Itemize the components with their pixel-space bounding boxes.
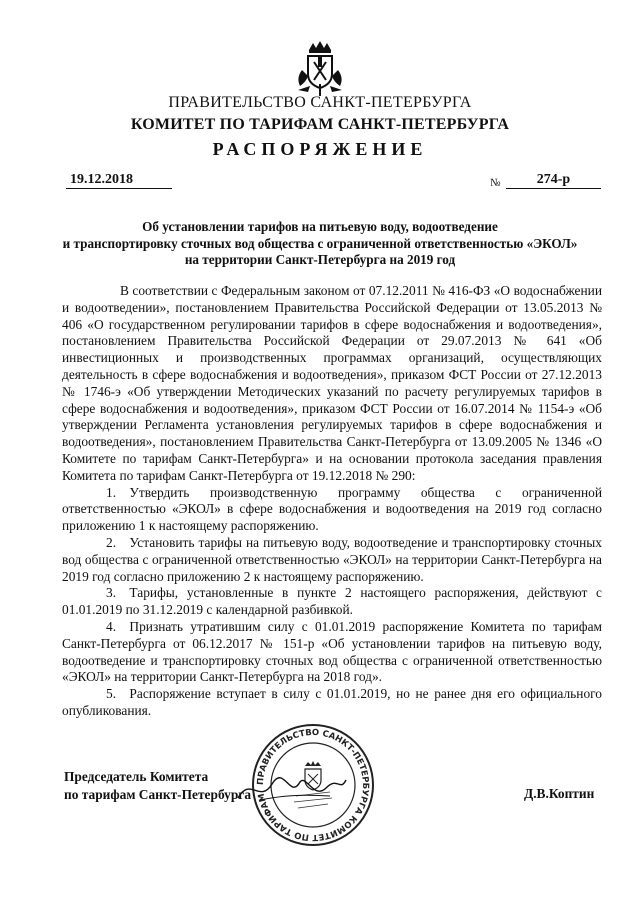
order-item: 1. Утвердить производственную программу общества с ограниченной ответственностью «ЭКОЛ» в сфере водоснабжения и водоотведения на 2019 год согласно приложению 1 к настоящему распоряжению. [62, 484, 602, 534]
number-label: № [490, 177, 501, 189]
document-type: РАСПОРЯЖЕНИЕ [212, 139, 428, 159]
order-item: 4. Признать утратившим силу с 01.01.2019 распоряжение Комитета по тарифам Санкт-Петербурга от 06.12.2017 № 151-р «Об установлении тарифов на питьевую воду, водоотведение и транспортировку сточных вод общества с ограниченной ответственностью «ЭКОЛ» на территории Санкт-Петербурга на 2018 год». [62, 618, 602, 685]
signatory-position-line: Председатель Комитета [64, 769, 209, 784]
committee-title: КОМИТЕТ ПО ТАРИФАМ САНКТ-ПЕТЕРБУРГА [130, 116, 510, 133]
stamp-ring-text: ПРАВИТЕЛЬСТВО САНКТ-ПЕТЕРБУРГА КОМИТЕТ ПО ТАРИФАМ [255, 727, 371, 843]
government-title: ПРАВИТЕЛЬСТВО САНКТ-ПЕТЕРБУРГА [168, 94, 472, 111]
coat-of-arms-emblem [292, 40, 348, 98]
document-subject [40, 219, 600, 269]
signatory-position-line: по тарифам Санкт-Петербурга [64, 787, 252, 802]
order-item: 3. Тарифы, установленные в пункте 2 настоящего распоряжения, действуют с 01.01.2019 по 31.12.2019 с календарной разбивкой. [62, 585, 602, 618]
signatory-name: Д.В.Коптин [524, 786, 595, 801]
subject-line: Об установлении тарифов на питьевую воду, водоотведение [142, 219, 498, 234]
document-date: 19.12.2018 [66, 172, 172, 189]
subject-line: и транспортировку сточных вод общества с ограниченной ответственностью «ЭКОЛ» [62, 235, 578, 251]
order-item: 2. Установить тарифы на питьевую воду, водоотведение и транспортировку сточных вод общества с ограниченной ответственностью «ЭКОЛ» на территории Санкт-Петербурга на 2019 год согласно приложению 2 к настоящему распоряжению. [62, 534, 602, 584]
order-item: 5. Распоряжение вступает в силу с 01.01.2019, но не ранее дня его официального опубликования. [62, 686, 602, 718]
subject-line: на территории Санкт-Петербурга на 2019 год [184, 252, 456, 267]
signatory-position [64, 768, 251, 804]
document-number: 274-р [506, 172, 601, 189]
document-body [62, 283, 602, 720]
preamble-paragraph: В соответствии с Федеральным законом от 07.12.2011 № 416-ФЗ «О водоснабжении и водоотведении», постановлением Правительства Российской Федерации от 13.05.2013 № 406 «О государственном регулировании тарифов в сфере водоснабжения и водоотведения», постановлением Правительства Российской Федерации от 29.07.2013 № 641 «Об инвестиционных и производственных программах организаций, осуществляющих деятельность в сфере водоснабжения и водоотведения», приказом ФСТ России от 27.12.2013 № 1746-э «Об утверждении Методических указаний по расчету регулируемых тарифов в сфере водоснабжения и водоотведения», приказом ФСТ России от 16.07.2014 № 1154-э «Об утверждении Регламента установления регулируемых тарифов в сфере водоснабжения и водоотведения», постановлением Правительства Санкт-Петербурга от 13.09.2005 № 1346 «О Комитете по тарифам Санкт-Петербурга» и на основании протокола заседания правления Комитета по тарифам Санкт-Петербурга от 19.12.2018 № 290: [62, 283, 602, 483]
